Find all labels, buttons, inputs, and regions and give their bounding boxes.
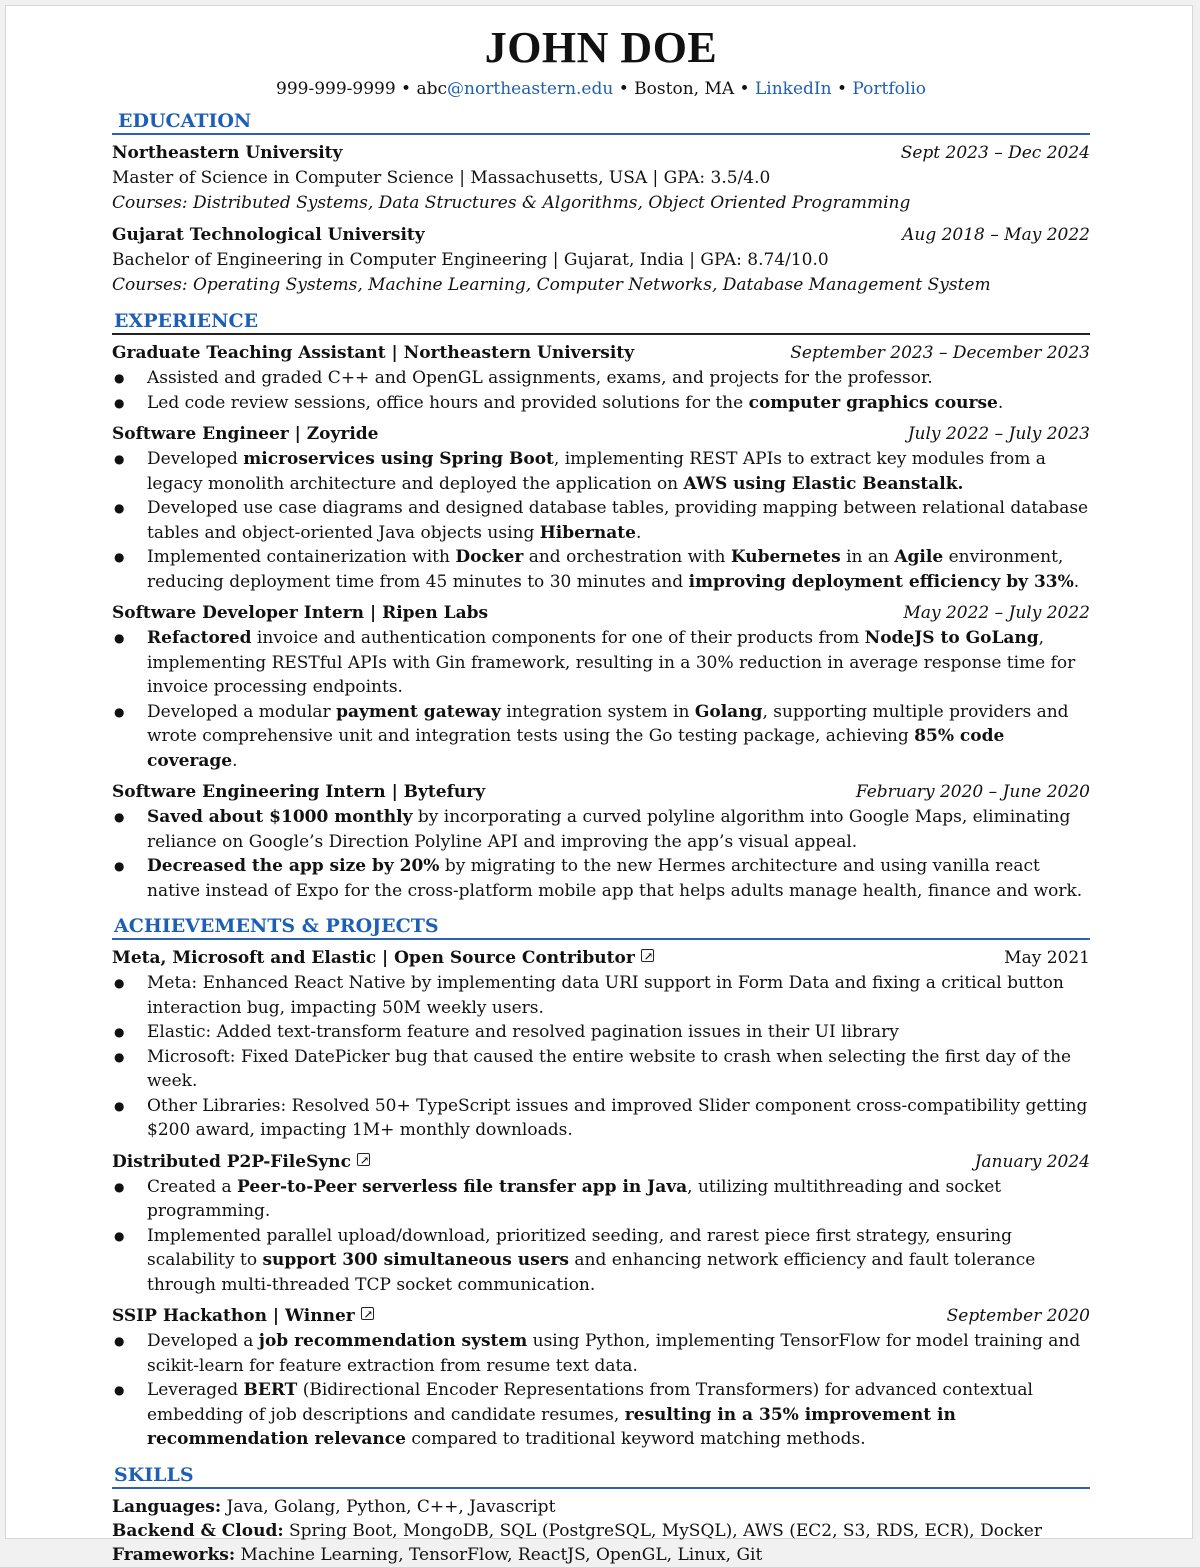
education-dates: Sept 2023 – Dec 2024 (900, 143, 1090, 163)
education-entry (112, 141, 1090, 216)
entry-dates: July 2022 – July 2023 (907, 424, 1090, 444)
skill-label: Languages: (112, 1496, 222, 1517)
bullet-item: ● Elastic: Added text-transform feature and resolved pagination issues in their UI library (112, 1020, 1090, 1045)
separator: • (613, 79, 635, 99)
linkedin-link[interactable]: LinkedIn (754, 79, 832, 99)
job-entry (112, 601, 1090, 773)
project-name: Distributed P2P-FileSync↗ (112, 1150, 370, 1175)
school-name: Northeastern University (112, 143, 343, 163)
skills-section (112, 1464, 1090, 1567)
section-rule (112, 938, 1090, 940)
bullet-item: ● Decreased the app size by 20% by migrating to the new Hermes architecture and using vanilla react native instead of Expo for the cross-platform mobile app that helps adults manage health, finance and work. (112, 854, 1090, 903)
resume-content (112, 23, 1090, 1567)
phone: 999-999-9999 (276, 79, 396, 99)
external-link-icon[interactable] (361, 1307, 374, 1320)
bullet-item: ● Other Libraries: Resolved 50+ TypeScript issues and improved Slider component cross-compatibility getting $200 award, impacting 1M+ monthly downloads. (112, 1094, 1090, 1143)
entry-dates: September 2023 – December 2023 (790, 343, 1090, 363)
bullet-item: ● Developed a job recommendation system using Python, implementing TensorFlow for model training and scikit-learn for feature extraction from resume text data. (112, 1329, 1090, 1378)
section-title: EXPERIENCE (114, 310, 259, 332)
job-entry (112, 422, 1090, 594)
courses: Courses: Operating Systems, Machine Learning, Computer Networks, Database Management System (112, 275, 991, 295)
job-title: Graduate Teaching Assistant | Northeastern University (112, 343, 635, 363)
section-title: EDUCATION (118, 110, 252, 132)
bullet-item: ● Meta: Enhanced React Native by implementing data URI support in Form Data and fixing a critical button interaction bug, impacting 50M weekly users. (112, 971, 1090, 1020)
bullet-item: ● Leveraged BERT (Bidirectional Encoder Representations from Transformers) for advanced contextual embedding of job descriptions and candidate resumes, resulting in a 35% improvement in recommendation relevance compared to traditional keyword matching methods. (112, 1378, 1090, 1452)
entry-dates: May 2021 (1004, 948, 1090, 968)
bullet-item: ● Developed a modular payment gateway integration system in Golang, supporting multiple providers and wrote comprehensive unit and integration tests using the Go testing package, achieving 85% code coverage. (112, 700, 1090, 774)
project-name: Meta, Microsoft and Elastic | Open Source Contributor↗ (112, 946, 654, 971)
section-rule (112, 1487, 1090, 1489)
entry-dates: May 2022 – July 2022 (903, 603, 1090, 623)
project-entry (112, 946, 1090, 1143)
job-list (112, 341, 1090, 903)
entry-dates: January 2024 (974, 1151, 1090, 1172)
job-title: Software Engineer | Zoyride (112, 424, 379, 444)
section-title: SKILLS (114, 1463, 194, 1486)
bullet-list (112, 971, 1090, 1143)
project-list (112, 946, 1090, 1452)
section-rule (112, 333, 1090, 335)
skill-row (112, 1519, 1090, 1543)
education-entry (112, 223, 1090, 298)
skill-row (112, 1543, 1090, 1567)
skill-row (112, 1495, 1090, 1519)
skill-value: Spring Boot, MongoDB, SQL (PostgreSQL, MySQL), AWS (EC2, S3, RDS, ECR), Docker (283, 1520, 1042, 1541)
bullet-item: ● Implemented parallel upload/download, prioritized seeding, and rarest piece first strategy, ensuring scalability to support 300 simultaneous users and enhancing network efficiency and fault tolerance through multi-threaded TCP socket communication. (112, 1224, 1090, 1298)
bullet-list (112, 447, 1090, 594)
separator: • (395, 79, 417, 99)
bullet-item: ● Developed use case diagrams and designed database tables, providing mapping between relational database tables and object-oriented Java objects using Hibernate. (112, 496, 1090, 545)
job-entry (112, 341, 1090, 415)
email-link[interactable]: @northeastern.edu (447, 79, 614, 99)
bullet-item: ● Assisted and graded C++ and OpenGL assignments, exams, and projects for the professor. (112, 366, 1090, 391)
projects-section (112, 915, 1090, 1452)
project-entry (112, 1304, 1090, 1452)
bullet-list (112, 366, 1090, 415)
bullet-item: ● Saved about $1000 monthly by incorporating a curved polyline algorithm into Google Maps, eliminating reliance on Google’s Direction Polyline API and improving the app’s visual appeal. (112, 805, 1090, 854)
degree: Bachelor of Engineering in Computer Engineering | Gujarat, India | GPA: 8.74/10.0 (112, 250, 829, 270)
bullet-item: ● Implemented containerization with Docker and orchestration with Kubernetes in an Agile environment, reducing deployment time from 45 minutes to 30 minutes and improving deployment efficiency by 33%. (112, 545, 1090, 594)
project-name: SSIP Hackathon | Winner↗ (112, 1304, 374, 1329)
section-title: ACHIEVEMENTS & PROJECTS (114, 915, 439, 937)
bullet-item: ● Refactored invoice and authentication components for one of their products from NodeJS to GoLang, implementing RESTful APIs with Gin framework, resulting in a 30% reduction in average response time for invoice processing endpoints. (112, 626, 1090, 700)
bullet-item: ● Developed microservices using Spring Boot, implementing REST APIs to extract key modules from a legacy monolith architecture and deployed the application on AWS using Elastic Beanstalk. (112, 447, 1090, 496)
entry-dates: September 2020 (946, 1306, 1090, 1326)
entry-dates: February 2020 – June 2020 (855, 782, 1090, 802)
job-entry (112, 780, 1090, 903)
separator: • (831, 79, 853, 99)
experience-section (112, 310, 1090, 903)
project-entry (112, 1150, 1090, 1298)
education-section (112, 110, 1090, 298)
bullet-list (112, 1175, 1090, 1298)
contact-line (112, 78, 1090, 100)
external-link-icon[interactable] (641, 949, 654, 962)
courses: Courses: Distributed Systems, Data Structures & Algorithms, Object Oriented Programming (112, 193, 911, 213)
school-name: Gujarat Technological University (112, 225, 425, 245)
bullet-item: ● Created a Peer-to-Peer serverless file transfer app in Java, utilizing multithreading and socket programming. (112, 1175, 1090, 1224)
job-title: Software Developer Intern | Ripen Labs (112, 603, 489, 623)
bullet-list (112, 805, 1090, 903)
portfolio-link[interactable]: Portfolio (852, 79, 926, 99)
skill-label: Backend & Cloud: (112, 1520, 284, 1541)
email-user: abc (416, 79, 448, 99)
bullet-list (112, 626, 1090, 773)
resume-page (5, 5, 1193, 1565)
external-link-icon[interactable] (357, 1153, 370, 1166)
skill-value: Machine Learning, TensorFlow, ReactJS, OpenGL, Linux, Git (235, 1544, 763, 1565)
job-title: Software Engineering Intern | Bytefury (112, 782, 486, 802)
bullet-list (112, 1329, 1090, 1452)
location: Boston, MA (634, 79, 735, 99)
bullet-item: ● Led code review sessions, office hours and provided solutions for the computer graphics course. (112, 391, 1090, 416)
skill-value: Java, Golang, Python, C++, Javascript (221, 1496, 556, 1517)
separator: • (734, 79, 755, 99)
education-dates: Aug 2018 – May 2022 (902, 225, 1090, 245)
section-rule (112, 133, 1090, 135)
candidate-name: JOHN DOE (484, 23, 718, 72)
bullet-item: ● Microsoft: Fixed DatePicker bug that caused the entire website to crash when selecting the first day of the week. (112, 1045, 1090, 1094)
skill-label: Frameworks: (112, 1544, 236, 1565)
degree: Master of Science in Computer Science | Massachusetts, USA | GPA: 3.5/4.0 (112, 168, 771, 188)
